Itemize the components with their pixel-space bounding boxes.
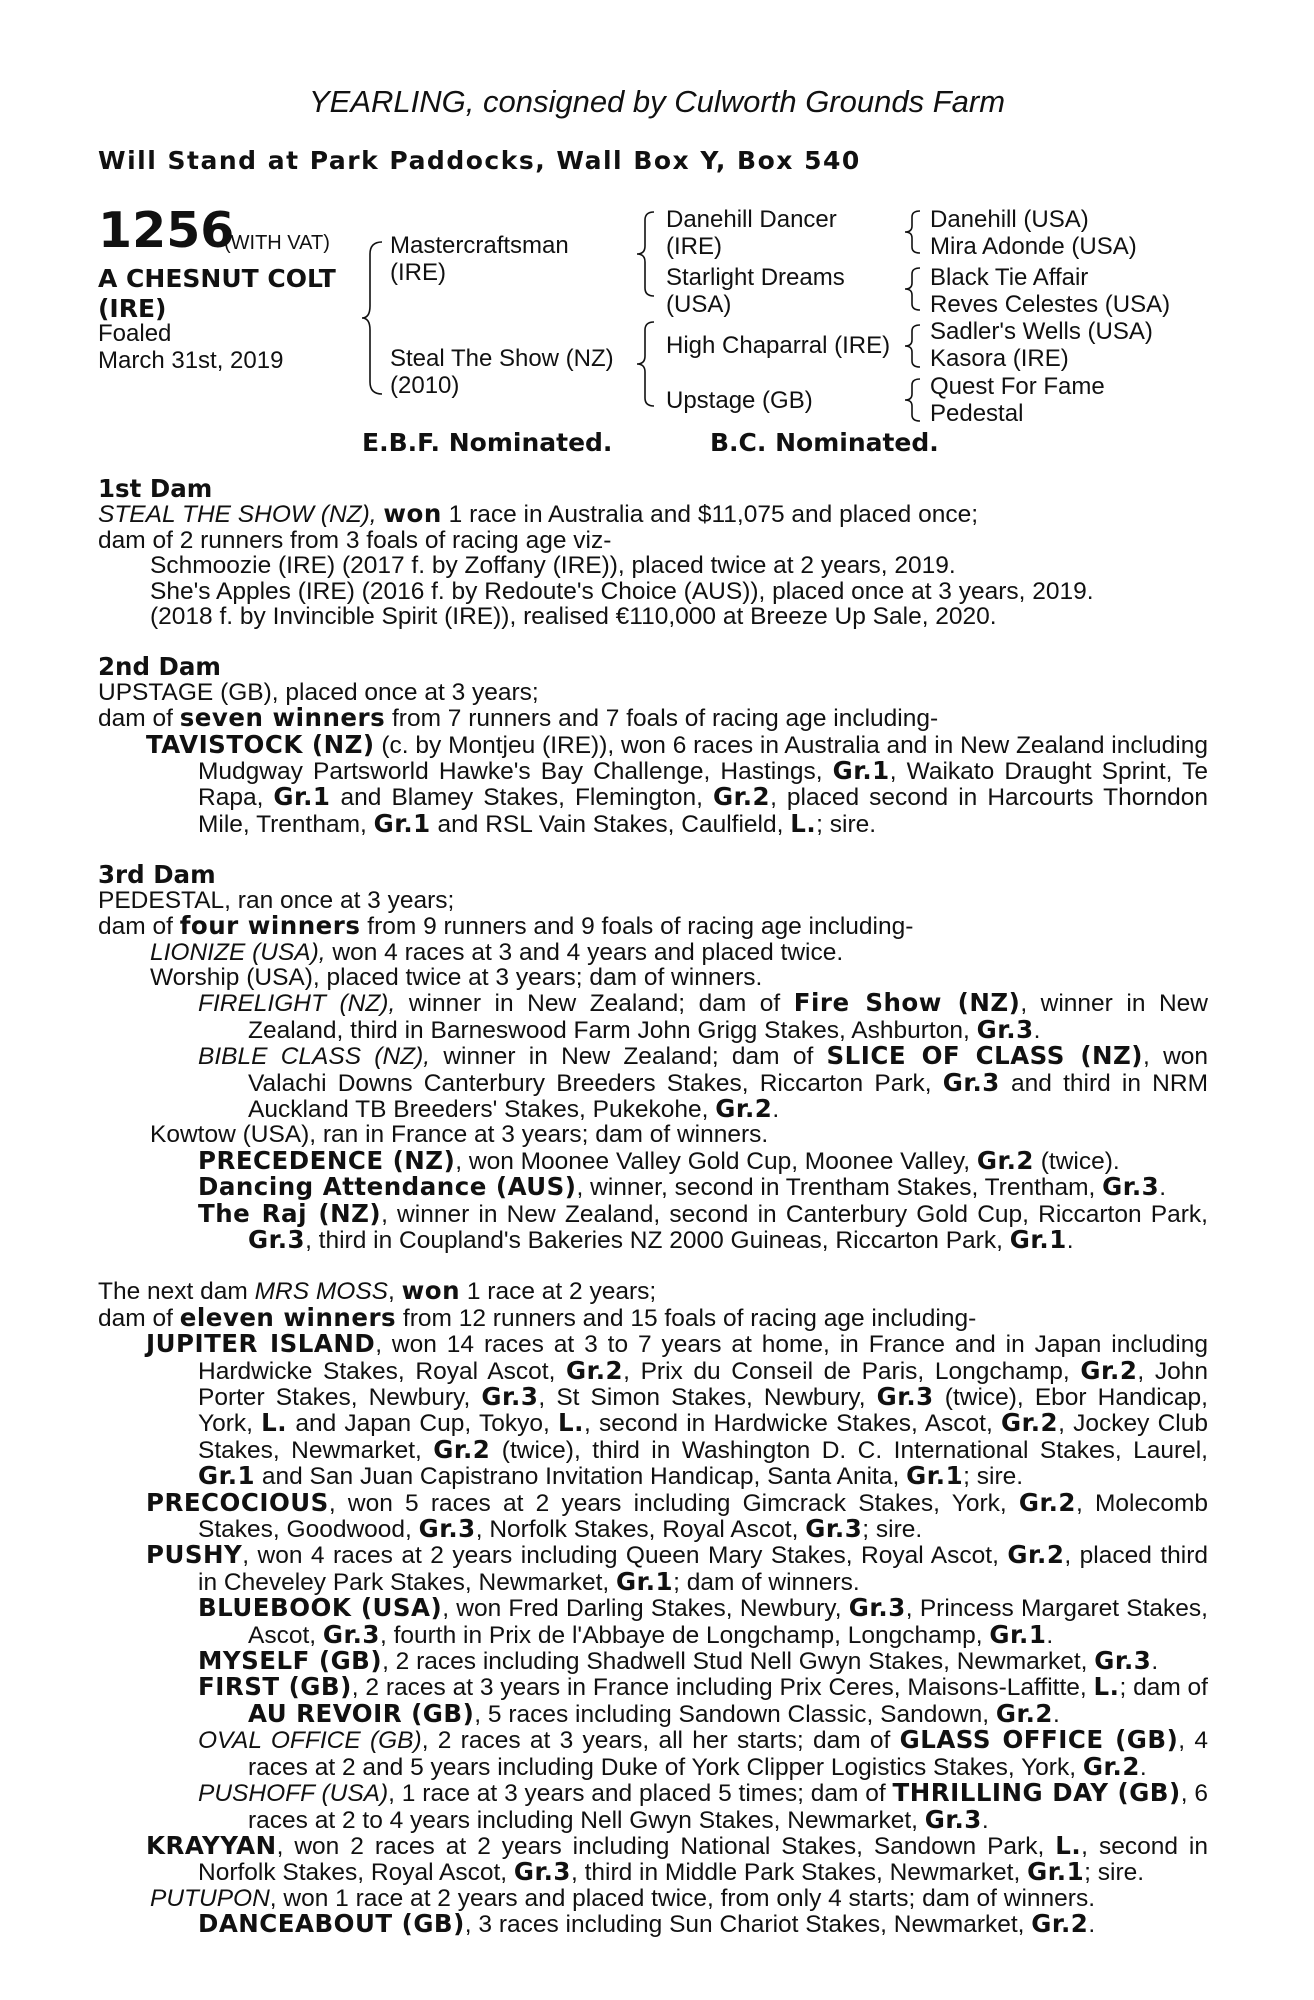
- sire-name: [390, 232, 569, 286]
- second-dam-produce: dam of seven winners from 7 runners and 7 foals of racing age including-: [98, 703, 939, 733]
- putupon-entry: PUTUPON, won 1 race at 2 years and placed twice, from only 4 starts; dam of winners.: [150, 1884, 1096, 1912]
- sire-dam: [666, 264, 845, 318]
- lot-description: [98, 264, 336, 324]
- firelight-entry: FIRELIGHT (NZ), winner in New Zealand; dam of Fire Show (NZ), winner in New Zealand, third in Barneswood Farm John Grigg Stakes, Ashburton, Gr.3.: [198, 988, 1209, 1044]
- lot-number: 1256: [98, 202, 235, 259]
- second-dam-line: UPSTAGE (GB), placed once at 3 years;: [98, 678, 539, 706]
- first-dam-produce: dam of 2 runners from 3 foals of racing age viz-: [98, 526, 612, 554]
- third-dam-produce: dam of four winners from 9 runners and 9 foals of racing age including-: [98, 911, 914, 941]
- pedigree-brace-g4: [902, 376, 924, 424]
- pushoff-entry: PUSHOFF (USA), 1 race at 3 years and placed 5 times; dam of THRILLING DAY (GB), 6 races at 2 to 4 years including Nell Gwyn Stakes, Newmarket, Gr.3.: [198, 1778, 1208, 1834]
- danceabout-entry: DANCEABOUT (GB), 3 races including Sun Chariot Stakes, Newmarket, Gr.2.: [198, 1909, 1096, 1939]
- pushy-entry: PUSHY, won 4 races at 2 years including Queen Mary Stakes, Royal Ascot, Gr.2, placed third in Cheveley Park Stakes, Newmarket, Gr.1; dam of winners.: [146, 1540, 1208, 1596]
- pedigree-brace-g3: [902, 322, 924, 370]
- foaled-label: Foaled: [98, 320, 172, 347]
- sex-line-1: A CHESNUT COLT: [98, 264, 336, 293]
- dancing-attendance-entry: Dancing Attendance (AUS), winner, second in Trentham Stakes, Trentham, Gr.3.: [198, 1172, 1167, 1202]
- granddam-3: Kasora (IRE): [930, 345, 1069, 372]
- sire-dam-line-2: (USA): [666, 291, 732, 318]
- grandsire-2: Black Tie Affair: [930, 264, 1089, 291]
- worship-entry: Worship (USA), placed twice at 3 years; dam of winners.: [150, 963, 763, 991]
- first-dam-heading: 1st Dam: [98, 474, 213, 503]
- grandsire-1: Danehill (USA): [930, 206, 1089, 233]
- dam-name-line-1: Steal The Show (NZ): [390, 345, 614, 372]
- sire-dam-line-1: Starlight Dreams: [666, 264, 845, 291]
- dam-name-line-2: (2010): [390, 372, 460, 399]
- precedence-entry: PRECEDENCE (NZ), won Moonee Valley Gold Cup, Moonee Valley, Gr.2 (twice).: [198, 1145, 1120, 1175]
- first-dam-record: STEAL THE SHOW (NZ), won 1 race in Australia and $11,075 and placed once;: [98, 499, 979, 529]
- page-title: YEARLING, consigned by Culworth Grounds Farm: [308, 84, 1006, 119]
- grandsire-3: Sadler's Wells (USA): [930, 318, 1153, 345]
- next-dam-line: The next dam MRS MOSS, won 1 race at 2 years;: [98, 1276, 657, 1306]
- myself-entry: MYSELF (GB), 2 races including Shadwell Stud Nell Gwyn Stakes, Newmarket, Gr.3.: [198, 1646, 1159, 1676]
- oval-office-entry: OVAL OFFICE (GB), 2 races at 3 years, all her starts; dam of GLASS OFFICE (GB), 4 races at 2 and 5 years including Duke of York Clipper Logistics Stakes, York, Gr.2.: [198, 1725, 1208, 1781]
- granddam-4: Pedestal: [930, 400, 1024, 427]
- sire-sire-line-2: (IRE): [666, 233, 722, 260]
- bluebook-entry: BLUEBOOK (USA), won Fred Darling Stakes, Newbury, Gr.3, Princess Margaret Stakes, Ascot, Gr.3, fourth in Prix de l'Abbaye de Longchamp, Longchamp, Gr.1.: [198, 1593, 1208, 1649]
- sire-name-line-2: (IRE): [390, 259, 446, 286]
- pedigree-brace-main: [360, 238, 390, 398]
- stand-location: Will Stand at Park Paddocks, Wall Box Y, Box 540: [98, 146, 861, 175]
- second-dam-heading: 2nd Dam: [98, 652, 221, 682]
- grandsire-4: Quest For Fame: [930, 373, 1105, 400]
- produce-record: [98, 476, 1208, 1938]
- ebf-nominated: E.B.F. Nominated.: [362, 428, 613, 457]
- sex-line-2: (IRE): [98, 294, 167, 323]
- dam-name: [390, 345, 614, 399]
- granddam-2: Reves Celestes (USA): [930, 291, 1171, 318]
- bc-nominated: B.C. Nominated.: [710, 428, 939, 457]
- first-entry: FIRST (GB), 2 races at 3 years in France including Prix Ceres, Maisons-Laffitte, L.; dam of AU REVOIR (GB), 5 races including Sandown Classic, Sandown, Gr.2.: [198, 1672, 1208, 1728]
- pedigree-brace-g2: [902, 265, 924, 313]
- dam-dam: Upstage (GB): [666, 387, 813, 414]
- the-raj-entry: The Raj (NZ), winner in New Zealand, second in Canterbury Gold Cup, Riccarton Park, Gr.3, third in Coupland's Bakeries NZ 2000 Guineas, Riccarton Park, Gr.1.: [198, 1198, 1208, 1254]
- pedigree-brace-dam: [634, 318, 660, 410]
- tavistock-entry: TAVISTOCK (NZ) (c. by Montjeu (IRE)), won 6 races in Australia and in New Zealand including Mudgway Partsworld Hawke's Bay Challenge, Hastings, Gr.1, Waikato Draught Sprint, Te Rapa, Gr.1 and Blamey Stakes, Flemington, Gr.2, placed second in Harcourts Thorndon Mile, Trentham, Gr.1 and RSL Vain Stakes, Caulfield, L.; sire.: [146, 729, 1209, 838]
- vat-note: (WITH VAT): [224, 232, 330, 254]
- granddam-1: Mira Adonde (USA): [930, 233, 1137, 260]
- sire-sire: [666, 206, 837, 260]
- first-dam-foal-1: Schmoozie (IRE) (2017 f. by Zoffany (IRE)), placed twice at 2 years, 2019.: [150, 552, 956, 580]
- dam-sire: High Chaparral (IRE): [666, 332, 891, 359]
- first-dam-foal-3: (2018 f. by Invincible Spirit (IRE)), realised €110,000 at Breeze Up Sale, 2020.: [150, 603, 997, 631]
- third-dam-line: PEDESTAL, ran once at 3 years;: [98, 886, 455, 914]
- precocious-entry: PRECOCIOUS, won 5 races at 2 years including Gimcrack Stakes, York, Gr.2, Molecomb Stakes, Goodwood, Gr.3, Norfolk Stakes, Royal Ascot, Gr.3; sire.: [146, 1487, 1208, 1544]
- pedigree-brace-sire: [634, 208, 660, 300]
- third-dam-heading: 3rd Dam: [98, 860, 216, 890]
- next-dam-produce: dam of eleven winners from 12 runners and 15 foals of racing age including-: [98, 1302, 977, 1332]
- lionize-entry: LIONIZE (USA), won 4 races at 3 and 4 years and placed twice.: [150, 938, 844, 966]
- kowtow-entry: Kowtow (USA), ran in France at 3 years; dam of winners.: [150, 1121, 769, 1149]
- bible-class-entry: BIBLE CLASS (NZ), winner in New Zealand; dam of SLICE OF CLASS (NZ), won Valachi Downs Canterbury Breeders Stakes, Riccarton Park, Gr.3 and third in NRM Auckland TB Breeders' Stakes, Pukekohe, Gr.2.: [198, 1041, 1209, 1123]
- krayyan-entry: KRAYYAN, won 2 races at 2 years including National Stakes, Sandown Park, L., second in Norfolk Stakes, Royal Ascot, Gr.3, third in Middle Park Stakes, Newmarket, Gr.1; sire.: [146, 1830, 1208, 1887]
- jupiter-island-entry: JUPITER ISLAND, won 14 races at 3 to 7 years at home, in France and in Japan including Hardwicke Stakes, Royal Ascot, Gr.2, Prix du Conseil de Paris, Longchamp, Gr.2, John Porter Stakes, Newbury, Gr.3, St Simon Stakes, Newbury, Gr.3 (twice), Ebor Handicap, York, L. and Japan Cup, Tokyo, L., second in Hardwicke Stakes, Ascot, Gr.2, Jockey Club Stakes, Newmarket, Gr.2 (twice), third in Washington D. C. International Stakes, Laurel, Gr.1 and San Juan Capistrano Invitation Handicap, Santa Anita, Gr.1; sire.: [146, 1329, 1208, 1491]
- sire-sire-line-1: Danehill Dancer: [666, 206, 837, 233]
- sire-name-line-1: Mastercraftsman: [390, 232, 569, 259]
- foaled-date: March 31st, 2019: [98, 347, 284, 374]
- first-dam-foal-2: She's Apples (IRE) (2016 f. by Redoute's Choice (AUS)), placed once at 3 years, 2019.: [150, 577, 1094, 605]
- pedigree-brace-g1: [902, 208, 924, 256]
